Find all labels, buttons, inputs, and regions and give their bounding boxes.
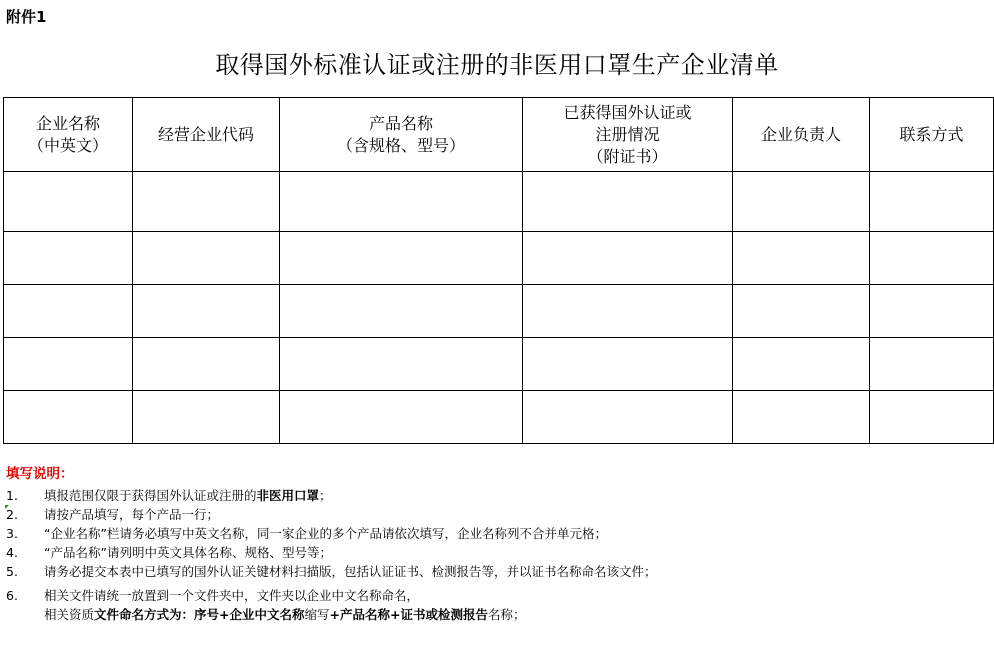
table-cell[interactable] [523, 391, 733, 444]
instruction-text-part: 相关资质 [44, 607, 95, 622]
header-line: （中英文） [27, 135, 108, 155]
table-cell[interactable] [523, 172, 733, 232]
table-cell[interactable] [523, 338, 733, 391]
header-product-name [280, 98, 523, 172]
table-cell[interactable] [733, 232, 870, 285]
header-line: 产品名称 [368, 113, 433, 133]
table-header-row [4, 98, 994, 172]
header-line: 企业名称 [35, 113, 100, 133]
instruction-number: 5. [6, 564, 18, 579]
table-cell[interactable] [523, 285, 733, 338]
page-title: 取得国外标准认证或注册的非医用口罩生产企业清单 [215, 51, 779, 79]
table-cell[interactable] [133, 338, 280, 391]
table-cell[interactable] [280, 338, 523, 391]
table-cell[interactable] [4, 172, 133, 232]
instruction-item [6, 524, 657, 543]
table-cell[interactable] [733, 338, 870, 391]
header-contact [870, 98, 994, 172]
instructions-title: 填写说明： [6, 466, 74, 482]
instruction-text-part: 名称； [487, 607, 526, 622]
instruction-text: 请务必提交本表中已填写的国外认证关键材料扫描版，包括认证证书、检测报告等，并以证书名称命名该文件； [44, 564, 657, 579]
instruction-item [6, 586, 657, 605]
table-cell[interactable] [133, 232, 280, 285]
header-line: 企业负责人 [760, 124, 841, 144]
instruction-text-part: 缩写 [304, 607, 330, 622]
instruction-bold-text: +产品名称+证书或检测报告 [329, 607, 488, 622]
instruction-item [6, 505, 657, 524]
table-cell[interactable] [4, 391, 133, 444]
header-company-name [4, 98, 133, 172]
enterprise-list-table [3, 97, 994, 444]
attachment-label: 附件1 [6, 8, 47, 26]
table-cell[interactable] [133, 391, 280, 444]
instruction-text: 相关文件请统一放置到一个文件夹中，文件夹以企业中文名称命名， [44, 588, 420, 603]
table-row [4, 391, 994, 444]
header-line: 注册情况 [595, 124, 660, 144]
instruction-text-part: 填报范围仅限于获得国外认证或注册的 [44, 488, 257, 503]
table-cell[interactable] [280, 391, 523, 444]
header-line: 经营企业代码 [157, 124, 254, 144]
table-row [4, 172, 994, 232]
table-row [4, 285, 994, 338]
instruction-number: 4. [6, 545, 18, 560]
instruction-bold-text: 非医用口罩 [256, 488, 320, 503]
instruction-item [6, 562, 657, 581]
instruction-number: 6. [6, 588, 18, 603]
instruction-number: 1. [6, 488, 18, 503]
header-line: 联系方式 [899, 124, 964, 144]
header-line: 已获得国外认证或 [563, 102, 692, 122]
table-cell[interactable] [280, 285, 523, 338]
table-cell[interactable] [733, 285, 870, 338]
instructions [6, 462, 657, 624]
table-cell[interactable] [133, 172, 280, 232]
instruction-text: 请按产品填写，每个产品一行； [44, 507, 220, 522]
table-cell[interactable] [4, 338, 133, 391]
instruction-item [6, 543, 657, 562]
instruction-continuation [6, 605, 657, 624]
instruction-number: 3. [6, 526, 18, 541]
table-cell[interactable] [133, 285, 280, 338]
header-line: （附证书） [587, 146, 668, 166]
instruction-text: “产品名称”请列明中英文具体名称、规格、型号等； [44, 545, 332, 560]
instruction-text [44, 486, 332, 505]
header-line: （含规格、型号） [336, 135, 465, 155]
table-cell[interactable] [733, 172, 870, 232]
header-certification [523, 98, 733, 172]
table-cell[interactable] [870, 232, 994, 285]
instruction-text: “企业名称”栏请务必填写中英文名称，同一家企业的多个产品请依次填写，企业名称列不合并单元格； [44, 526, 607, 541]
table-row [4, 338, 994, 391]
table-cell[interactable] [523, 232, 733, 285]
table-cell[interactable] [870, 338, 994, 391]
table-cell[interactable] [280, 232, 523, 285]
table-cell[interactable] [280, 172, 523, 232]
table-cell[interactable] [4, 285, 133, 338]
table-cell[interactable] [870, 172, 994, 232]
table-cell[interactable] [870, 391, 994, 444]
instruction-bold-text: 文件命名方式为：序号+企业中文名称 [94, 607, 305, 622]
table-cell[interactable] [4, 232, 133, 285]
instruction-number: 2. [6, 507, 18, 522]
table-row [4, 232, 994, 285]
instruction-text-part: ； [319, 488, 332, 503]
header-business-code [133, 98, 280, 172]
instruction-item [6, 486, 657, 505]
table-cell[interactable] [733, 391, 870, 444]
header-person-in-charge [733, 98, 870, 172]
table-cell[interactable] [870, 285, 994, 338]
